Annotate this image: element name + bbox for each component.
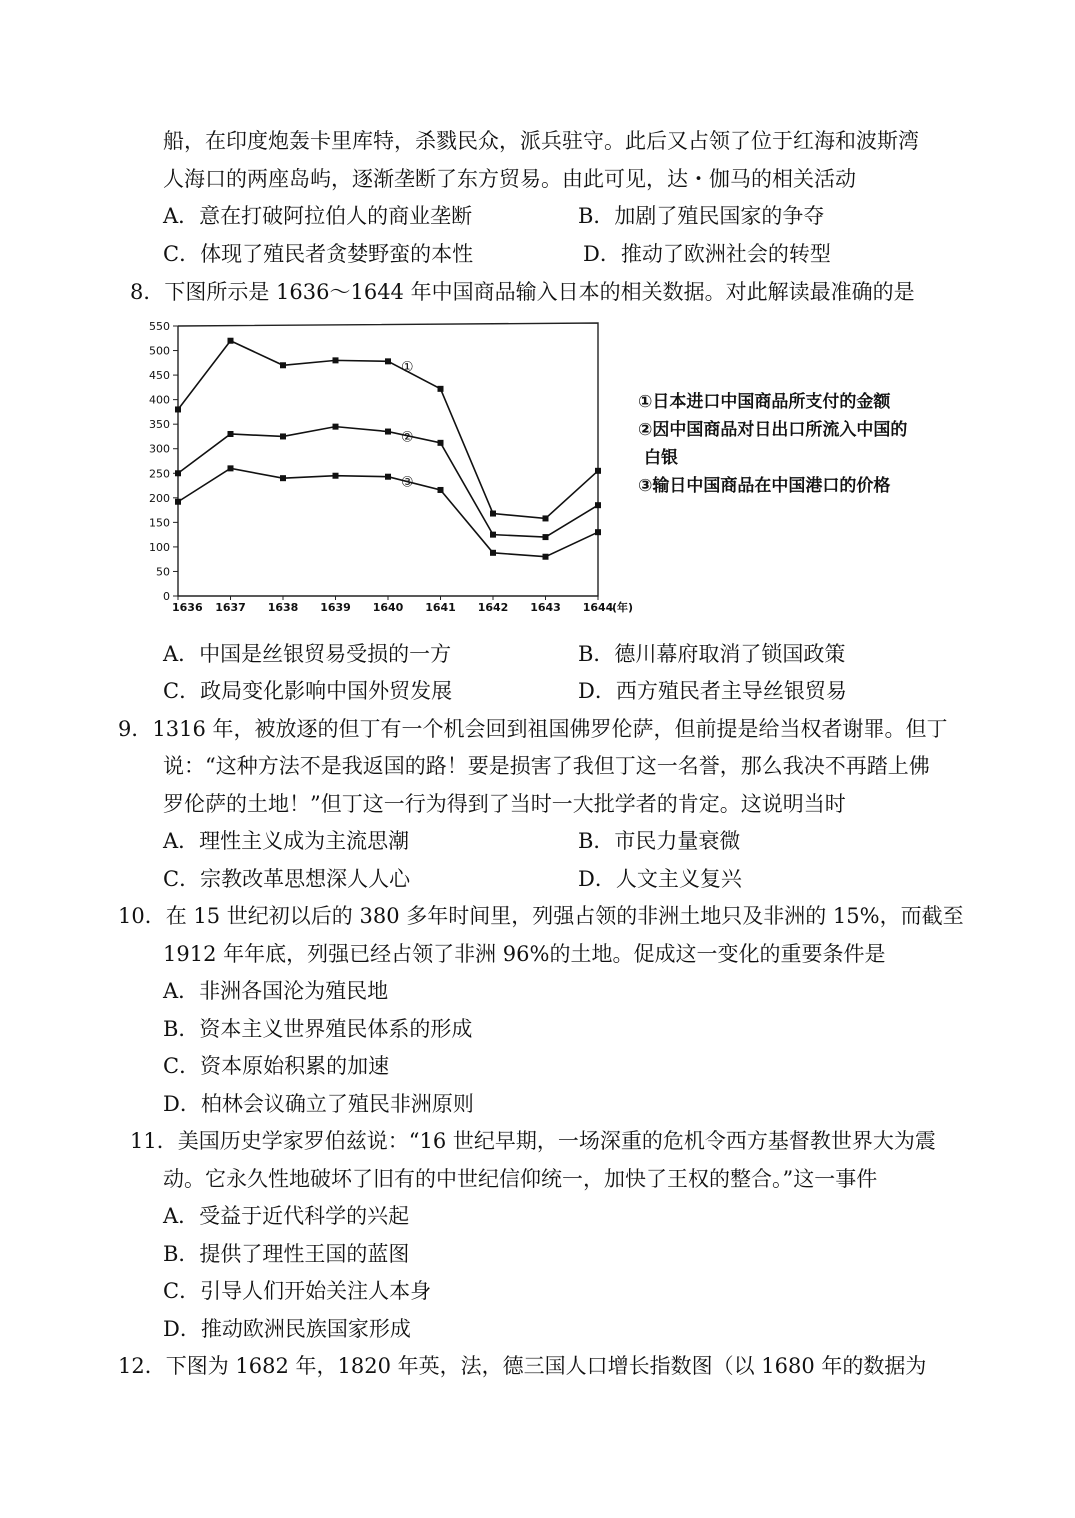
series-2-point: [333, 424, 339, 430]
y-tick-label: 400: [149, 393, 170, 407]
series-1-point: [175, 406, 181, 412]
q10-option-b[interactable]: B．资本主义世界殖民体系的形成: [163, 1017, 473, 1041]
chart-x-axis: [172, 596, 633, 614]
series-1-point: [333, 357, 339, 363]
series-label-2: ②: [401, 429, 414, 446]
x-tick-label: 1644: [582, 601, 614, 614]
series-3-point: [385, 474, 391, 480]
series-3-point: [228, 465, 234, 471]
chart-y-axis: [149, 320, 178, 603]
x-tick-label: 1640: [372, 601, 404, 614]
x-tick-label: 1642: [477, 601, 509, 614]
series-line-3: [178, 468, 598, 556]
q9-line-1: 9．1316 年，被放逐的但丁有一个机会回到祖国佛罗伦萨，但前提是给当权者谢罪。但丁: [118, 717, 948, 741]
q7-option-a[interactable]: A．意在打破阿拉伯人的商业垄断: [163, 204, 473, 228]
x-tick-label: 1639: [320, 601, 351, 614]
series-3-point: [438, 487, 444, 493]
chart-legend: [638, 388, 968, 500]
series-2-point: [228, 431, 234, 437]
q10-option-a[interactable]: A．非洲各国沦为殖民地: [163, 979, 389, 1003]
y-tick-label: 100: [149, 540, 170, 554]
q8-option-a[interactable]: A．中国是丝银贸易受损的一方: [163, 642, 452, 666]
q8-line-chart: [128, 316, 648, 616]
series-1-point: [438, 386, 444, 392]
y-tick-label: 450: [149, 369, 170, 383]
series-3-point: [333, 473, 339, 479]
q11-line-2: 动。它永久性地破坏了旧有的中世纪信仰统一，加快了王权的整合。”这一事件: [163, 1167, 878, 1191]
x-tick-label: 1637: [215, 601, 246, 614]
q7-option-d[interactable]: D．推动了欧洲社会的转型: [583, 242, 831, 266]
x-tick-label: 1643: [530, 601, 561, 614]
legend-item-3: ③输日中国商品在中国港口的价格: [638, 476, 891, 496]
legend-item-2-cont: 白银: [644, 448, 678, 468]
series-1-point: [490, 511, 496, 517]
series-label-3: ③: [401, 474, 414, 491]
q8-stem: 8．下图所示是 1636～1644 年中国商品输入日本的相关数据。对此解读最准确的是: [130, 280, 915, 304]
series-1-point: [595, 468, 601, 474]
y-tick-label: 300: [149, 442, 170, 456]
q11-option-b[interactable]: B．提供了理性王国的蓝图: [163, 1242, 410, 1266]
y-tick-label: 200: [149, 491, 170, 505]
q9-option-d[interactable]: D．人文主义复兴: [578, 867, 742, 891]
q8-option-c[interactable]: C．政局变化影响中国外贸发展: [163, 679, 453, 703]
q7-line-2: 人海口的两座岛屿，逐渐垄断了东方贸易。由此可见，达・伽马的相关活动: [163, 167, 856, 191]
x-axis-unit: (年): [612, 601, 634, 614]
y-tick-label: 150: [149, 516, 170, 530]
legend-item-1: ①日本进口中国商品所支付的金额: [638, 392, 891, 412]
q10-line-2: 1912 年年底，列强已经占领了非洲 96%的土地。促成这一变化的重要条件是: [163, 942, 886, 966]
series-1-point: [280, 362, 286, 368]
q9-line-2: 说：“这种方法不是我返国的路！要是损害了我但丁这一名誉，那么我决不再踏上佛: [163, 754, 930, 778]
q9-line-3: 罗伦萨的土地！”但丁这一行为得到了当时一大批学者的肯定。这说明当时: [163, 792, 846, 816]
series-1-point: [385, 358, 391, 364]
series-3-point: [175, 499, 181, 505]
q9-option-b[interactable]: B．市民力量衰微: [578, 829, 741, 853]
q10-line-1: 10．在 15 世纪初以后的 380 多年时间里，列强占领的非洲土地只及非洲的 15%，而截至: [118, 904, 964, 928]
series-2-point: [385, 429, 391, 435]
series-2-point: [280, 433, 286, 439]
y-tick-label: 50: [156, 565, 170, 579]
series-3-point: [490, 550, 496, 556]
series-1-point: [228, 338, 234, 344]
x-tick-label: 1641: [425, 601, 456, 614]
q10-option-c[interactable]: C．资本原始积累的加速: [163, 1054, 390, 1078]
q11-option-d[interactable]: D．推动欧洲民族国家形成: [163, 1317, 411, 1341]
y-tick-label: 350: [149, 418, 170, 432]
legend-item-2: ②因中国商品对日出口所流入中国的: [638, 420, 908, 440]
y-tick-label: 0: [163, 590, 170, 603]
q8-option-b[interactable]: B．德川幕府取消了锁国政策: [578, 642, 846, 666]
series-2-point: [490, 532, 496, 538]
y-tick-label: 550: [149, 320, 170, 333]
series-2-point: [438, 440, 444, 446]
q8-option-d[interactable]: D．西方殖民者主导丝银贸易: [578, 679, 847, 703]
series-2-point: [175, 470, 181, 476]
q11-line-1: 11．美国历史学家罗伯兹说：“16 世纪早期，一场深重的危机令西方基督教世界大为震: [130, 1129, 936, 1153]
series-line-2: [178, 427, 598, 537]
q11-option-c[interactable]: C．引导人们开始关注人本身: [163, 1279, 432, 1303]
q12-line-1: 12．下图为 1682 年，1820 年英，法，德三国人口增长指数图（以 1680 年的数据为: [118, 1354, 927, 1378]
series-2-point: [595, 502, 601, 508]
y-tick-label: 250: [149, 467, 170, 481]
q11-option-a[interactable]: A．受益于近代科学的兴起: [163, 1204, 410, 1228]
series-label-1: ①: [401, 359, 414, 376]
q9-option-c[interactable]: C．宗教改革思想深人人心: [163, 867, 411, 891]
chart-series: [175, 338, 601, 560]
x-tick-label: 1636: [172, 601, 203, 614]
q10-option-d[interactable]: D．柏林会议确立了殖民非洲原则: [163, 1092, 474, 1116]
series-3-point: [543, 554, 549, 560]
series-3-point: [595, 529, 601, 535]
q7-line-1: 船，在印度炮轰卡里库特，杀戮民众，派兵驻守。此后又占领了位于红海和波斯湾: [163, 129, 919, 153]
series-1-point: [543, 515, 549, 521]
series-3-point: [280, 475, 286, 481]
q7-option-b[interactable]: B．加剧了殖民国家的争夺: [578, 204, 825, 228]
series-2-point: [543, 534, 549, 540]
x-tick-label: 1638: [267, 601, 299, 614]
y-tick-label: 500: [149, 344, 170, 358]
q9-option-a[interactable]: A．理性主义成为主流思潮: [163, 829, 410, 853]
q7-option-c[interactable]: C．体现了殖民者贪婪野蛮的本性: [163, 242, 474, 266]
